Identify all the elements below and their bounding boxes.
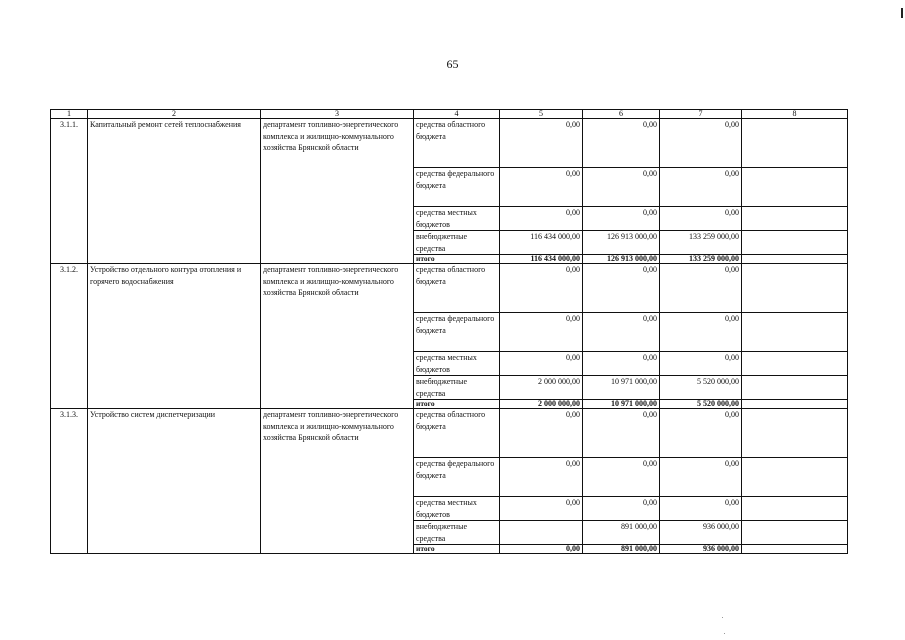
note-col8 (742, 119, 848, 168)
amount-col6: 0,00 (583, 207, 660, 231)
column-header: 7 (660, 110, 742, 119)
note-col8 (742, 409, 848, 458)
amount-col7: 936 000,00 (660, 521, 742, 545)
table-body (51, 110, 848, 554)
funding-source: средства областного бюджета (414, 119, 500, 168)
scan-speck (722, 617, 723, 618)
amount-col7: 0,00 (660, 313, 742, 352)
amount-col7: 0,00 (660, 352, 742, 376)
funding-source: средства местных бюджетов (414, 497, 500, 521)
total-col5: 2 000 000,00 (500, 400, 583, 409)
note-col8 (742, 521, 848, 545)
total-col6: 10 971 000,00 (583, 400, 660, 409)
amount-col6: 0,00 (583, 409, 660, 458)
funding-source: внебюджетные средства (414, 376, 500, 400)
note-col8 (742, 376, 848, 400)
amount-col6: 891 000,00 (583, 521, 660, 545)
total-col7: 936 000,00 (660, 545, 742, 554)
column-header: 4 (414, 110, 500, 119)
amount-col5: 0,00 (500, 207, 583, 231)
amount-col6: 0,00 (583, 119, 660, 168)
amount-col7: 5 520 000,00 (660, 376, 742, 400)
column-header: 6 (583, 110, 660, 119)
row-executor: департамент топливно-энергетического комплекса и жилищно-коммунального хозяйства Брянской области (261, 264, 414, 409)
funding-source: средства федерального бюджета (414, 458, 500, 497)
row-executor: департамент топливно-энергетического комплекса и жилищно-коммунального хозяйства Брянской области (261, 119, 414, 264)
column-header: 5 (500, 110, 583, 119)
total-label: итого (414, 545, 500, 554)
column-header: 1 (51, 110, 88, 119)
amount-col5: 0,00 (500, 497, 583, 521)
note-col8 (742, 207, 848, 231)
amount-col6: 10 971 000,00 (583, 376, 660, 400)
total-col5: 0,00 (500, 545, 583, 554)
amount-col5: 0,00 (500, 352, 583, 376)
amount-col6: 0,00 (583, 264, 660, 313)
amount-col7: 0,00 (660, 264, 742, 313)
total-col7: 133 259 000,00 (660, 255, 742, 264)
note-col8 (742, 231, 848, 255)
amount-col5: 116 434 000,00 (500, 231, 583, 255)
amount-col6: 0,00 (583, 497, 660, 521)
note-col8 (742, 458, 848, 497)
amount-col7: 0,00 (660, 409, 742, 458)
amount-col5: 0,00 (500, 458, 583, 497)
funding-source: средства областного бюджета (414, 409, 500, 458)
amount-col5: 0,00 (500, 264, 583, 313)
note-col8 (742, 313, 848, 352)
amount-col5: 0,00 (500, 168, 583, 207)
row-name: Устройство отдельного контура отопления и горячего водоснабжения (88, 264, 261, 409)
row-executor: департамент топливно-энергетического комплекса и жилищно-коммунального хозяйства Брянской области (261, 409, 414, 554)
total-label: итого (414, 255, 500, 264)
funding-source: внебюджетные средства (414, 231, 500, 255)
total-col8 (742, 400, 848, 409)
funding-source: средства местных бюджетов (414, 207, 500, 231)
scan-speck (724, 633, 725, 634)
budget-table (50, 109, 848, 554)
column-header: 3 (261, 110, 414, 119)
total-col8 (742, 545, 848, 554)
amount-col7: 133 259 000,00 (660, 231, 742, 255)
note-col8 (742, 264, 848, 313)
note-col8 (742, 352, 848, 376)
amount-col5: 0,00 (500, 409, 583, 458)
amount-col5 (500, 521, 583, 545)
column-header: 8 (742, 110, 848, 119)
page-number: 65 (446, 57, 459, 71)
column-header: 2 (88, 110, 261, 119)
amount-col7: 0,00 (660, 458, 742, 497)
table-row (51, 119, 848, 168)
column-number-row (51, 110, 848, 119)
amount-col6: 0,00 (583, 458, 660, 497)
funding-source: средства федерального бюджета (414, 168, 500, 207)
total-col8 (742, 255, 848, 264)
amount-col6: 126 913 000,00 (583, 231, 660, 255)
row-code: 3.1.3. (51, 409, 88, 554)
note-col8 (742, 168, 848, 207)
row-code: 3.1.2. (51, 264, 88, 409)
amount-col7: 0,00 (660, 119, 742, 168)
amount-col7: 0,00 (660, 168, 742, 207)
amount-col7: 0,00 (660, 207, 742, 231)
table-row (51, 409, 848, 458)
funding-source: средства местных бюджетов (414, 352, 500, 376)
total-col6: 891 000,00 (583, 545, 660, 554)
funding-source: средства областного бюджета (414, 264, 500, 313)
amount-col6: 0,00 (583, 352, 660, 376)
funding-source: средства федерального бюджета (414, 313, 500, 352)
amount-col6: 0,00 (583, 168, 660, 207)
amount-col5: 0,00 (500, 119, 583, 168)
amount-col6: 0,00 (583, 313, 660, 352)
table-row (51, 264, 848, 313)
total-label: итого (414, 400, 500, 409)
row-name: Устройство систем диспетчеризации (88, 409, 261, 554)
total-col6: 126 913 000,00 (583, 255, 660, 264)
amount-col5: 2 000 000,00 (500, 376, 583, 400)
amount-col5: 0,00 (500, 313, 583, 352)
row-name: Капитальный ремонт сетей теплоснабжения (88, 119, 261, 264)
row-code: 3.1.1. (51, 119, 88, 264)
total-col5: 116 434 000,00 (500, 255, 583, 264)
funding-source: внебюджетные средства (414, 521, 500, 545)
amount-col7: 0,00 (660, 497, 742, 521)
total-col7: 5 520 000,00 (660, 400, 742, 409)
scan-edge-mark (901, 8, 903, 18)
note-col8 (742, 497, 848, 521)
